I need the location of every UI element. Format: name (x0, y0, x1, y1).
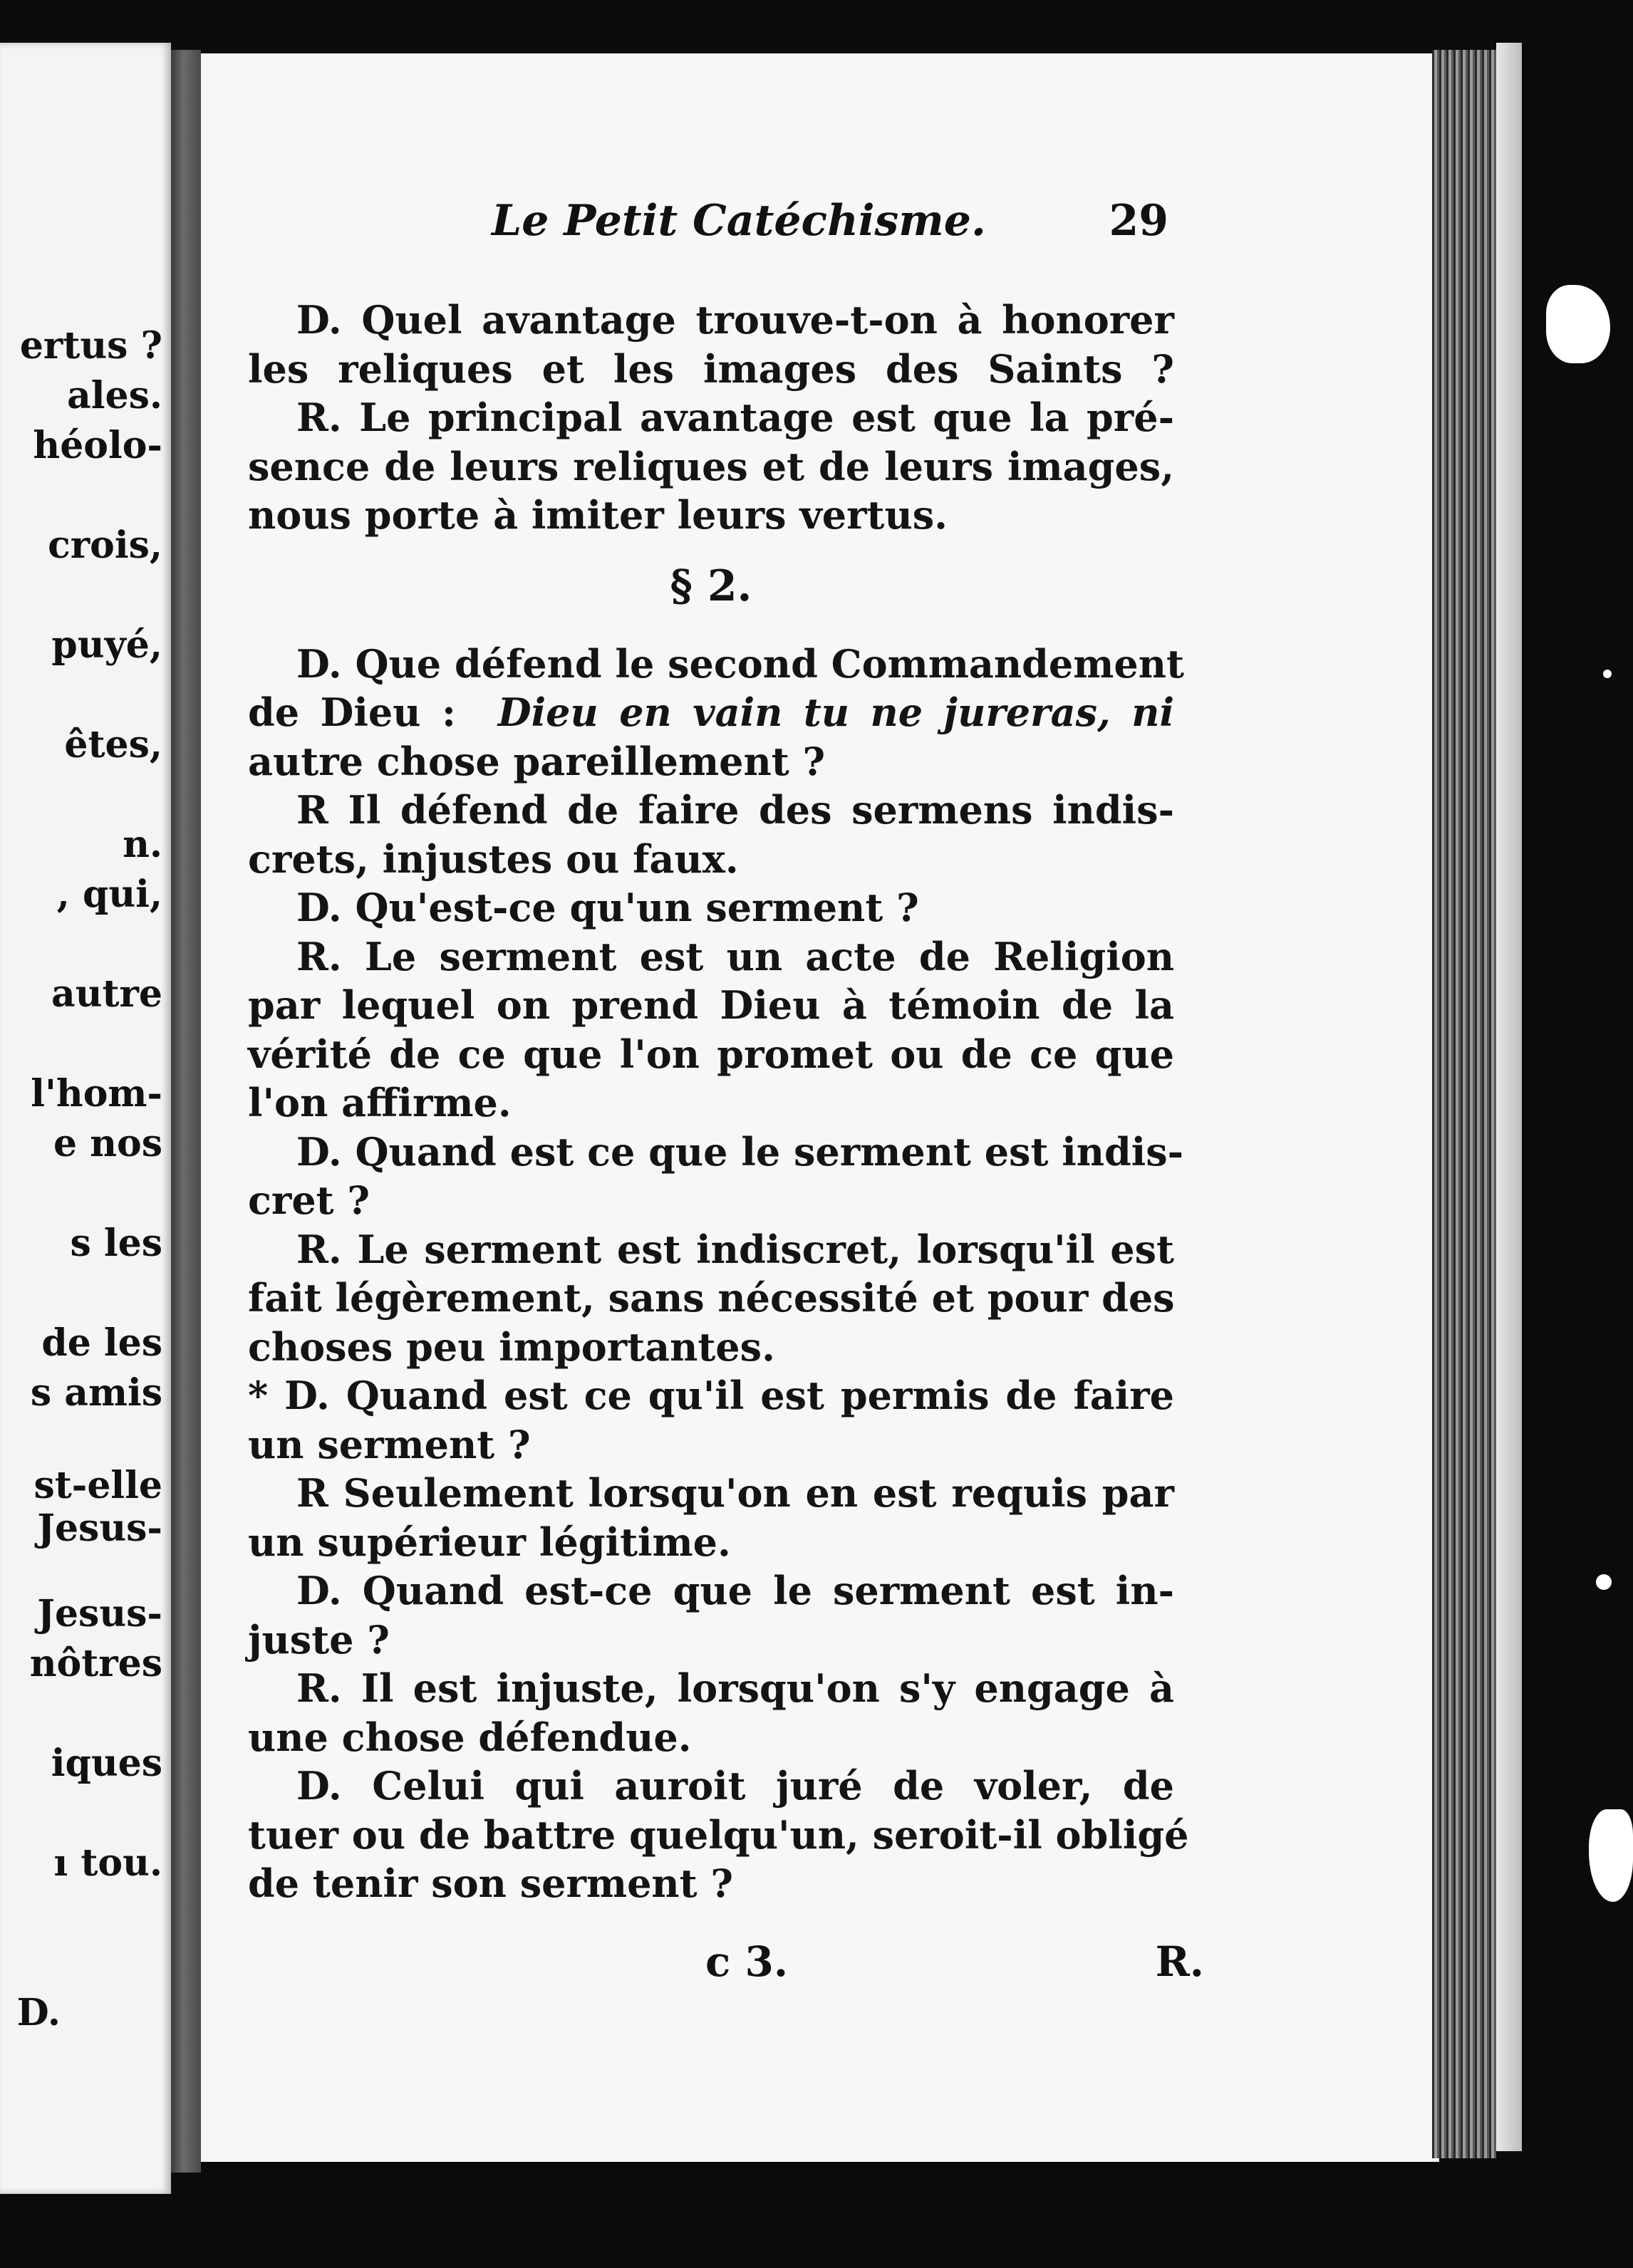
text-line: sence de leurs reliques et de leurs images, (248, 443, 1174, 489)
left-page-line: êtes, (64, 723, 162, 766)
text-line: vérité de ce que l'on promet ou de ce que (248, 1031, 1174, 1077)
scan-speck (1596, 1574, 1612, 1590)
text-line: choses peu importantes. (248, 1323, 775, 1370)
text-line: de tenir son serment ? (248, 1861, 734, 1906)
left-page-line: ales. (67, 374, 162, 417)
left-page-line: e nos (53, 1122, 162, 1165)
text-line: R Il défend de faire des sermens indis- (296, 787, 1174, 833)
text-line: nous porte à imiter leurs vertus. (248, 492, 948, 538)
left-facing-page (0, 43, 171, 2194)
text-line (248, 688, 1174, 737)
text-line: D. Celui qui auroit juré de voler, de (296, 1763, 1174, 1809)
text-line: cret ? (248, 1177, 370, 1223)
left-page-line: nôtres (29, 1642, 162, 1685)
text-line: D. Quand est-ce que le serment est in- (296, 1568, 1174, 1613)
left-page-line: puyé, (51, 623, 162, 667)
running-title: Le Petit Catéchisme. (492, 196, 986, 246)
text-line: * D. Quand est ce qu'il est permis de faire (248, 1373, 1174, 1418)
left-page-line: n. (123, 823, 162, 866)
text-line: fait légèrement, sans nécessité et pour des (248, 1275, 1175, 1321)
scan-speck (1589, 1809, 1633, 1902)
text-line: crets, injustes ou faux. (248, 836, 739, 882)
text-line: D. Qu'est-ce qu'un serment ? (296, 885, 919, 930)
text-line: R. Le principal avantage est que la pré- (296, 395, 1174, 440)
text-line: D. Quel avantage trouve-t-on à honorer (296, 297, 1174, 343)
left-page-line: s amis (30, 1371, 162, 1415)
left-page-line: , qui, (56, 873, 162, 916)
left-page-catchword: D. (16, 1991, 61, 2034)
text-line: D. Quand est ce que le serment est indis- (296, 1128, 1184, 1175)
text-line: un serment ? (248, 1421, 531, 1467)
commandment-quote: Dieu en vain tu ne jureras, ni (497, 690, 1175, 735)
text-line: R. Le serment est indiscret, lorsqu'il est (296, 1226, 1174, 1272)
text-line: par lequel on prend Dieu à témoin de la (248, 982, 1174, 1028)
signature-mark: c 3. (705, 1937, 789, 1986)
left-page-line: de les (41, 1321, 162, 1365)
left-page-line: crois, (48, 524, 162, 567)
catchword: R. (1155, 1937, 1204, 1986)
text-line: D. Que défend le second Commandement (296, 640, 1184, 687)
text-line: tuer ou de battre quelqu'un, seroit-il obligé (248, 1811, 1189, 1858)
left-page-line: iques (51, 1742, 162, 1785)
left-page-line: s les (70, 1222, 162, 1265)
text-line: R. Il est injuste, lorsqu'on s'y engage à (296, 1665, 1174, 1711)
text-line: R. Le serment est un acte de Religion (296, 933, 1174, 979)
left-page-line: l'hom- (31, 1072, 162, 1115)
text-line: l'on affirme. (248, 1080, 512, 1125)
page-edge-outer (1496, 43, 1522, 2151)
scan-speck (1546, 285, 1610, 363)
section-heading: § 2. (670, 561, 752, 611)
commandment-quote-line: autre chose pareillement ? (248, 738, 826, 784)
left-page-line: autre (51, 972, 162, 1016)
left-page-line: st-elle (33, 1464, 162, 1507)
page-header (285, 196, 1168, 253)
text-fragment: de Dieu : (248, 690, 456, 735)
page-edge-stack (1432, 50, 1496, 2158)
left-page-line: Jesus- (37, 1592, 162, 1635)
text-line: les reliques et les images des Saints ? (248, 345, 1174, 392)
left-page-line: héolo- (33, 424, 162, 467)
book-gutter (171, 50, 201, 2173)
left-page-line: Jesus- (37, 1507, 162, 1550)
text-line: un supérieur légitime. (248, 1519, 731, 1565)
text-line: R Seulement lorsqu'on en est requis par (296, 1470, 1174, 1516)
text-line: une chose défendue. (248, 1714, 692, 1760)
scan-speck (1603, 670, 1612, 678)
left-page-line: ı tou. (53, 1841, 162, 1885)
left-page-line: ertus ? (19, 324, 162, 368)
text-line: juste ? (248, 1616, 390, 1663)
page-footer (285, 1937, 1204, 1994)
page-body (248, 296, 1189, 1908)
page-number: 29 (1109, 196, 1168, 246)
